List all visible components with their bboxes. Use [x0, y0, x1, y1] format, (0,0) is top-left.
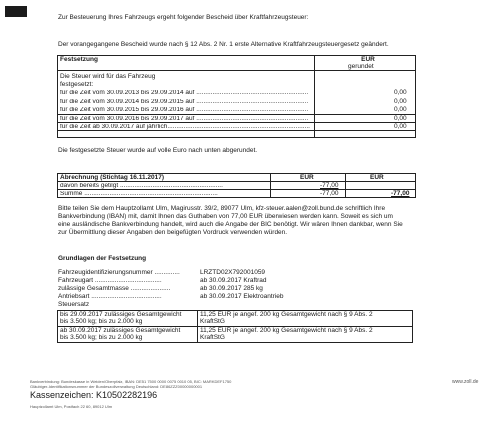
field-value: ab 30.09.2017 Kraftrad	[200, 277, 267, 284]
festsetzung-line2: festgesetzt:	[60, 81, 94, 88]
summe-label: Summe ..........................................................................	[60, 191, 218, 197]
period-row-label: für die Zeit vom 30.09.2014 bis 29.09.2015 auf ..............................................................	[60, 99, 309, 105]
rounded-note: Die festgesetzte Steuer wurde auf volle Euro nach unten abgerundet.	[58, 147, 258, 154]
steuersatz-cell: 11,25 EUR je angef. 200 kg Gesamtgewicht nach § 9 Abs. 2	[200, 311, 373, 318]
field-value: ab 30.09.2017 285 kg	[200, 285, 263, 292]
steuersatz-cell: bis 3.500 kg; bis zu 2.000 kg	[60, 334, 143, 341]
steuersatz-label: Steuersatz	[58, 301, 90, 308]
redaction-block	[5, 6, 27, 17]
gerundet-header: gerundet	[348, 63, 374, 70]
steuersatz-cell: bis 3.500 kg; bis zu 2.000 kg	[60, 318, 143, 325]
intro-text: Zur Besteuerung Ihres Fahrzeugs ergeht folgender Bescheid über Kraftfahrzeugsteuer:	[58, 14, 309, 21]
summe-value: -77,00	[320, 190, 339, 197]
grundlagen-title: Grundlagen der Festsetzung	[58, 255, 147, 262]
footer-address: Hauptzollamt Ulm, Postfach 22 60, 89012 Ulm	[30, 404, 113, 409]
field-value: LRZTD02X792001059	[200, 269, 266, 276]
notice-text: Der vorangegangene Bescheid wurde nach § 12 Abs. 2 Nr. 1 erste Alternative Kraftfahrzeugsteuergesetz geändert.	[58, 41, 389, 48]
abrechnung-eur2: EUR	[370, 174, 384, 181]
abrechnung-header: Abrechnung (Stichtag 16.11.2017)	[60, 174, 165, 181]
period-row-label: für die Zeit ab 30.09.2017 auf jährlich...............................................................................	[60, 124, 310, 130]
field-label: Antriebsart .......................................	[58, 293, 162, 300]
field-label: zulässige Gesamtmasse ......................	[58, 285, 171, 292]
eur-header: EUR	[361, 56, 375, 63]
period-row-value: 0,00	[394, 98, 407, 105]
period-row-label: für die Zeit vom 30.09.2013 bis 29.09.2014 auf ..............................................................	[60, 90, 309, 96]
bitte-line: zur Übermittlung dieser Angaben den beigefügten Vordruck verwenden würden.	[58, 229, 288, 236]
steuersatz-cell: KraftStG	[200, 318, 225, 325]
field-label: Fahrzeugidentifizierungsnummer ..............	[58, 269, 180, 276]
summe-total: -77,00	[391, 190, 410, 197]
field-value: ab 30.09.2017 Elektroantrieb	[200, 293, 284, 300]
steuersatz-cell: 11,25 EUR je angef. 200 kg Gesamtgewicht nach § 9 Abs. 2	[200, 327, 373, 334]
abrechnung-eur1: EUR	[300, 174, 314, 181]
bitte-line: Bankverbindung (IBAN) mit, damit Ihnen das Guthaben von 77,00 EUR überwiesen werden kann. Soweit es sich um	[58, 213, 393, 220]
getilgt-label: davon bereits getilgt .........................................................	[60, 183, 223, 189]
steuersatz-cell: bis 29.09.2017 zulässiges Gesamtgewicht	[60, 311, 182, 318]
period-row-value: 0,00	[394, 89, 407, 96]
period-row-value: 0,00	[394, 123, 407, 130]
glaeubiger-info: Gläubiger-Identifikationsnummer der Bundeszollverwaltung Deutschland: DE86ZZZ00000000001	[30, 384, 203, 389]
website: www.zoll.de	[452, 379, 479, 385]
kassenzeichen: Kassenzeichen: K10502282196	[30, 390, 158, 400]
steuersatz-cell: KraftStG	[200, 334, 225, 341]
bank-info: Bankverbindung: Bundeskasse in Weiden/Oberpfalz, IBAN: DE51 7500 0000 0075 0010 05, BIC: MARKDEF1750	[30, 379, 232, 384]
bitte-line: Bitte teilen Sie dem Hauptzollamt Ulm, Magirusstr. 39/2, 89077 Ulm, kfz-steuer.aalen@zoll.bund.de schriftlich Ihre	[58, 205, 386, 212]
period-row-value: 0,00	[394, 115, 407, 122]
period-row-label: für die Zeit vom 30.09.2015 bis 29.09.2016 auf ..............................................................	[60, 107, 309, 113]
bitte-line: eine ausländische Bankverbindung handelt, wird auch die Angabe der BIC benötigt. Wir wären Ihnen dankbar, wenn Sie	[58, 221, 403, 228]
festsetzung-header: Festsetzung	[60, 56, 98, 63]
period-row-value: 0,00	[394, 106, 407, 113]
getilgt-value: -77,00	[320, 182, 339, 189]
steuersatz-cell: ab 30.09.2017 zulässiges Gesamtgewicht	[60, 327, 181, 334]
field-label: Fahrzeugart .....................................	[58, 277, 162, 284]
period-row-label: für die Zeit vom 30.09.2016 bis 29.09.2017 auf ..............................................................	[60, 116, 309, 122]
festsetzung-line1: Die Steuer wird für das Fahrzeug	[60, 73, 156, 80]
